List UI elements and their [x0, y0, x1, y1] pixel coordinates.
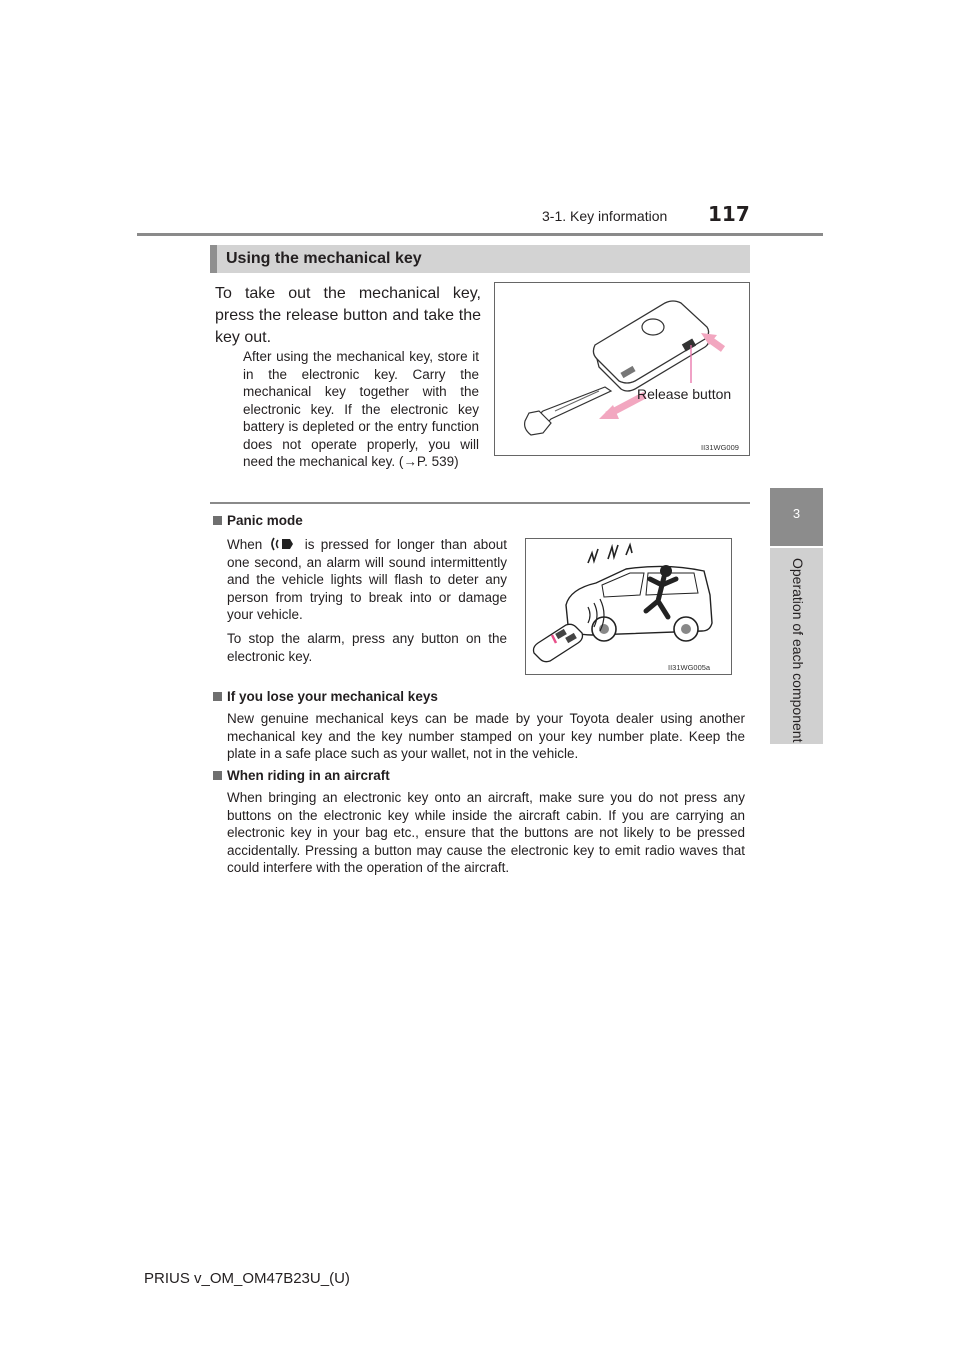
panic-text-body: is pressed for longer than about one second, an alarm will sound intermittently and the vehicle lights will flash to deter any person from trying to break into or damage your vehicle.	[227, 537, 507, 622]
chapter-title: Operation of each component	[790, 558, 806, 743]
chapter-number: 3	[792, 506, 801, 521]
panic-text-lead: When	[227, 537, 263, 552]
panic-mode-heading-text: Panic mode	[227, 513, 303, 528]
mechanical-key-note: After using the mechanical key, store it in the electronic key. Carry the mechanical key together with the electronic key. If the electronic key battery is depleted or the entry function does not operate properly, you will need the mechanical key. (→P. 539)	[243, 349, 479, 469]
figure-code: II31WG005a	[668, 663, 711, 672]
page-number: 117	[708, 202, 750, 226]
key-fob-illustration	[495, 283, 749, 455]
footer-model: PRIUS v_OM_OM47B23U_(U)	[144, 1270, 350, 1287]
panic-alarm-illustration	[526, 539, 731, 674]
lose-keys-text: New genuine mechanical keys can be made by your Toyota dealer using another mechanical key and the key number stamped on your key number plate. Keep the plate in a safe place such as your wallet, not in the vehicle.	[227, 711, 745, 761]
running-header-section: 3-1. Key information	[542, 208, 668, 224]
bullet-square-icon	[213, 516, 222, 525]
mechanical-key-instruction: To take out the mechanical key, press the release button and take the key out.	[215, 285, 481, 346]
bullet-square-icon	[213, 692, 222, 701]
panic-mode-stop: To stop the alarm, press any button on the electronic key.	[227, 631, 507, 664]
aircraft-heading-text: When riding in an aircraft	[227, 768, 390, 783]
mechanical-key-figure	[494, 282, 750, 456]
aircraft-heading	[213, 768, 390, 783]
panic-button-icon	[269, 537, 299, 551]
section-divider	[210, 502, 750, 504]
bullet-square-icon	[213, 771, 222, 780]
lose-keys-heading	[213, 689, 438, 704]
panic-mode-heading	[213, 513, 303, 528]
figure-code: II31WG009	[701, 443, 739, 452]
panic-mode-figure	[525, 538, 732, 675]
section-heading: Using the mechanical key	[226, 250, 422, 267]
release-button-label: Release button	[637, 386, 732, 402]
panic-mode-description	[227, 536, 507, 624]
lose-keys-heading-text: If you lose your mechanical keys	[227, 689, 438, 704]
aircraft-text: When bringing an electronic key onto an aircraft, make sure you do not press any buttons on the electronic key while inside the aircraft cabin. If you are carrying an electronic key in your bag etc., ensure that the buttons are not likely to be pressed accidentally. Pressing a button may cause the electronic key to emit radio waves that could interfere with the operation of the aircraft.	[227, 790, 745, 875]
section-heading-accent	[210, 245, 217, 273]
header-rule	[137, 233, 823, 236]
